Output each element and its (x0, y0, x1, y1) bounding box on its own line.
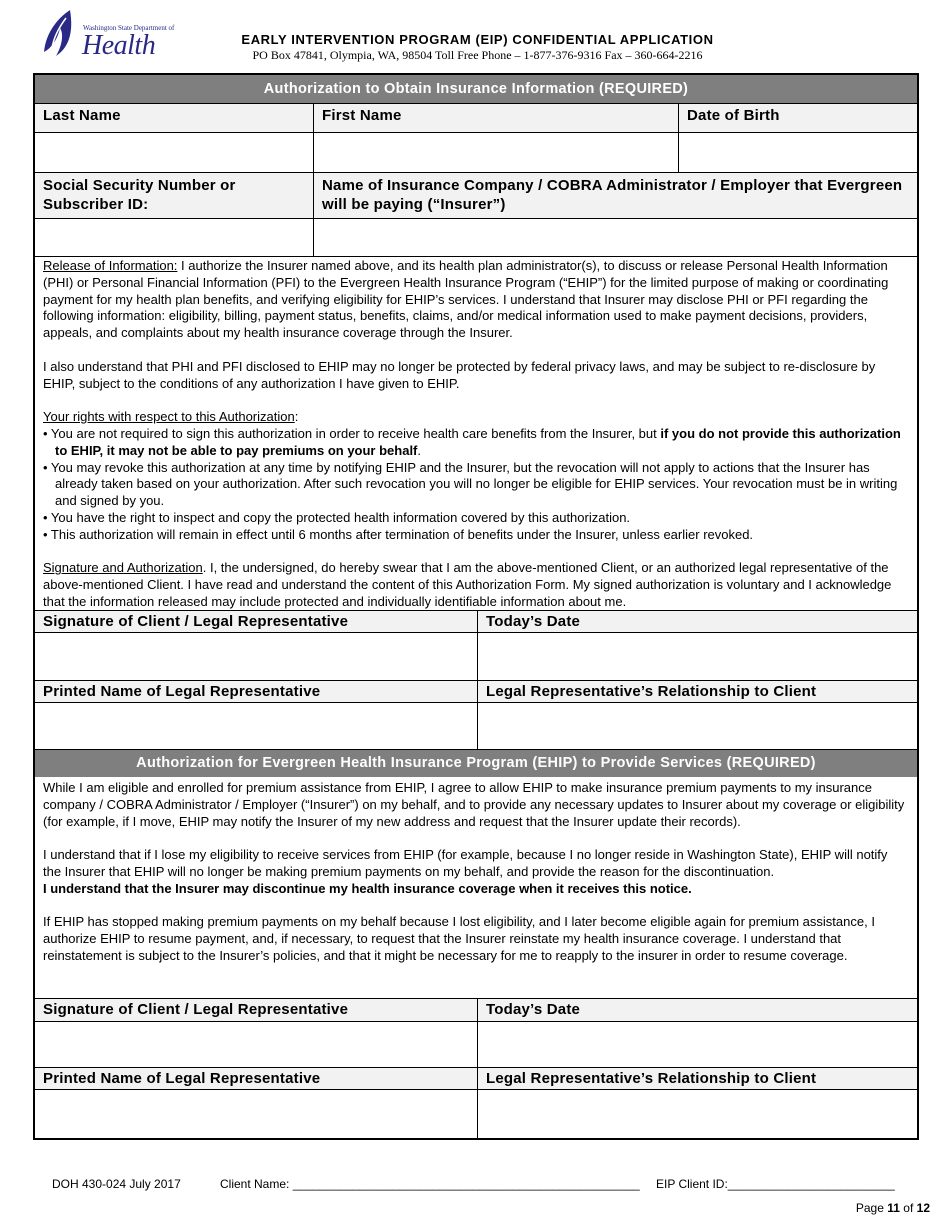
dob-label: Date of Birth (679, 103, 917, 133)
rights-bullet-2: • You may revoke this authorization at any time by notifying EHIP and the Insurer, but the revocation will not apply to actions that the Insurer has already taken based on your authorization. After such revocation you will no longer be eligible for EHIP services. Your revocation must be in writing and signed by you. (43, 459, 898, 509)
client-id-line[interactable]: EIP Client ID:_________________________ (656, 1177, 895, 1191)
client-name-line[interactable]: Client Name: ____________________________________________________ (220, 1177, 640, 1191)
signature-text: . I, the undersigned, do hereby swear that I am the above-mentioned Client, or an authorized legal representative of the above-mentioned Client. I have read and understand the content of this Authorization Form. My signed authorization is voluntary and I acknowledge that the information released may include protected and individually identifiable information about me. (43, 560, 892, 609)
logo-department-text: Washington State Department of (83, 24, 175, 32)
signature-paragraph (43, 560, 909, 610)
s1-printed-name-field[interactable] (35, 703, 478, 750)
s1-signature-label: Signature of Client / Legal Representative (35, 611, 478, 633)
s2-relationship-label: Legal Representative’s Relationship to Client (478, 1068, 917, 1090)
ehip-paragraph-1: While I am eligible and enrolled for premium assistance from EHIP, I agree to allow EHIP to make insurance premium payments to my insurance company / COBRA Administrator / Employer (“Insurer”) on my behalf, and to provide any necessary updates to Insurer about my coverage or eligibility (for example, if I move, EHIP may notify the Insurer of my new address and request that the Insurer update their records). (43, 780, 905, 829)
s2-signature-field[interactable] (35, 1022, 478, 1068)
insurer-field[interactable] (314, 219, 917, 257)
dob-field[interactable] (679, 133, 917, 173)
insurer-label: Name of Insurance Company / COBRA Administrator / Employer that Evergreen will be paying (“Insurer”) (314, 173, 917, 219)
rights-bullet-4: • This authorization will remain in effect until 6 months after termination of benefits under the Insurer, unless earlier revoked. (43, 526, 754, 542)
last-name-label: Last Name (35, 103, 314, 133)
s1-relationship-label: Legal Representative’s Relationship to Client (478, 681, 917, 703)
page-title: EARLY INTERVENTION PROGRAM (EIP) CONFIDENTIAL APPLICATION (241, 32, 714, 47)
authorization-text (35, 257, 917, 611)
rights-bullet-3: • You have the right to inspect and copy the protected health information covered by this authorization. (43, 509, 631, 525)
s1-date-label: Today’s Date (478, 611, 917, 633)
first-name-label: First Name (314, 103, 679, 133)
page-total: 12 (916, 1201, 930, 1215)
bullet1-text: • You are not required to sign this authorization in order to receive health care benefits from the Insurer, but (43, 425, 661, 441)
bullet1-bold: if you do not provide this authorization to EHIP, it may not be able to pay premiums on your behalf (55, 425, 901, 458)
ssn-field[interactable] (35, 219, 314, 257)
page-word: Page (855, 1201, 884, 1215)
rights-bullet-1 (43, 426, 909, 460)
signature-heading: Signature and Authorization (43, 560, 203, 576)
application-form (33, 73, 919, 1140)
release-paragraph (43, 258, 909, 342)
ssn-label: Social Security Number or Subscriber ID: (35, 173, 314, 219)
s2-relationship-field[interactable] (478, 1090, 917, 1138)
ehip-paragraph-3: If EHIP has stopped making premium payments on my behalf because I lost eligibility, and I later become eligible again for premium assistance, I authorize EHIP to resume payment, and, if necessary, to request that the Insurer reinstate my health insurance coverage. I understand that reinstatement is subject to the Insurer’s policies, and that it might be necessary for me to reapply to the insurer in order to resume coverage. (43, 914, 875, 963)
first-name-field[interactable] (314, 133, 679, 173)
doh-logo (40, 8, 175, 61)
s1-printed-name-label: Printed Name of Legal Representative (35, 681, 478, 703)
privacy-paragraph: I also understand that PHI and PFI disclosed to EHIP may no longer be protected by federal privacy laws, and may be subject to re-disclosure by EHIP, subject to the conditions of any authorization I have given to EHIP. (43, 358, 876, 391)
last-name-field[interactable] (35, 133, 314, 173)
page-number (856, 1201, 930, 1215)
section2-band: Authorization for Evergreen Health Insurance Program (EHIP) to Provide Services (REQUIRED) (35, 750, 917, 777)
logo-health-word: Health (82, 30, 156, 61)
rights-colon: : (294, 409, 299, 425)
ehip-paragraph-2-bold: I understand that the Insurer may discontinue my health insurance coverage when it receives this notice. (43, 880, 692, 896)
page-current: 11 (887, 1201, 900, 1215)
s2-date-label: Today’s Date (478, 999, 917, 1022)
release-text: I authorize the Insurer named above, and its health plan administrator(s), to discuss or release Personal Health Information (PHI) or Personal Financial Information (PFI) to the Evergreen Health Insurance Program (“EHIP”) for the limited purpose of making or coordinating payment for my health plan benefits, and verifying eligibility for EHIP’s services. I understand that Insurer may disclose PHI or PFI regarding the following information: eligibility, billing, payment status, benefits, claims, and/or medical information used to make payment decisions, providers, appeals, and complaints about my health insurance coverage through the Insurer. (43, 258, 889, 341)
s1-date-field[interactable] (478, 633, 917, 681)
rights-heading-line (43, 409, 909, 426)
rights-heading: Your rights with respect to this Authorization (43, 409, 295, 425)
section1-band: Authorization to Obtain Insurance Information (REQUIRED) (35, 75, 917, 103)
s1-signature-field[interactable] (35, 633, 478, 681)
s2-printed-name-label: Printed Name of Legal Representative (35, 1068, 478, 1090)
form-id: DOH 430-024 July 2017 (52, 1177, 181, 1191)
s1-relationship-field[interactable] (478, 703, 917, 750)
contact-address: PO Box 47841, Olympia, WA, 98504 Toll Free Phone – 1-877-376-9316 Fax – 360-664-2216 (252, 48, 703, 62)
bullet1-end: . (417, 442, 422, 458)
release-heading: Release of Information: (43, 258, 178, 273)
s2-signature-label: Signature of Client / Legal Representative (35, 999, 478, 1022)
leaf-logo-icon (40, 8, 80, 60)
s2-printed-name-field[interactable] (35, 1090, 478, 1138)
ehip-authorization-text (35, 777, 917, 999)
page-of: of (903, 1201, 914, 1215)
s2-date-field[interactable] (478, 1022, 917, 1068)
ehip-paragraph-2: I understand that if I lose my eligibility to receive services from EHIP (for example, because I no longer reside in Washington State), EHIP will notify the Insurer that EHIP will no longer be making premium payments on my behalf, and provide the reason for the discontinuation. (43, 847, 888, 879)
page-header (0, 0, 950, 72)
